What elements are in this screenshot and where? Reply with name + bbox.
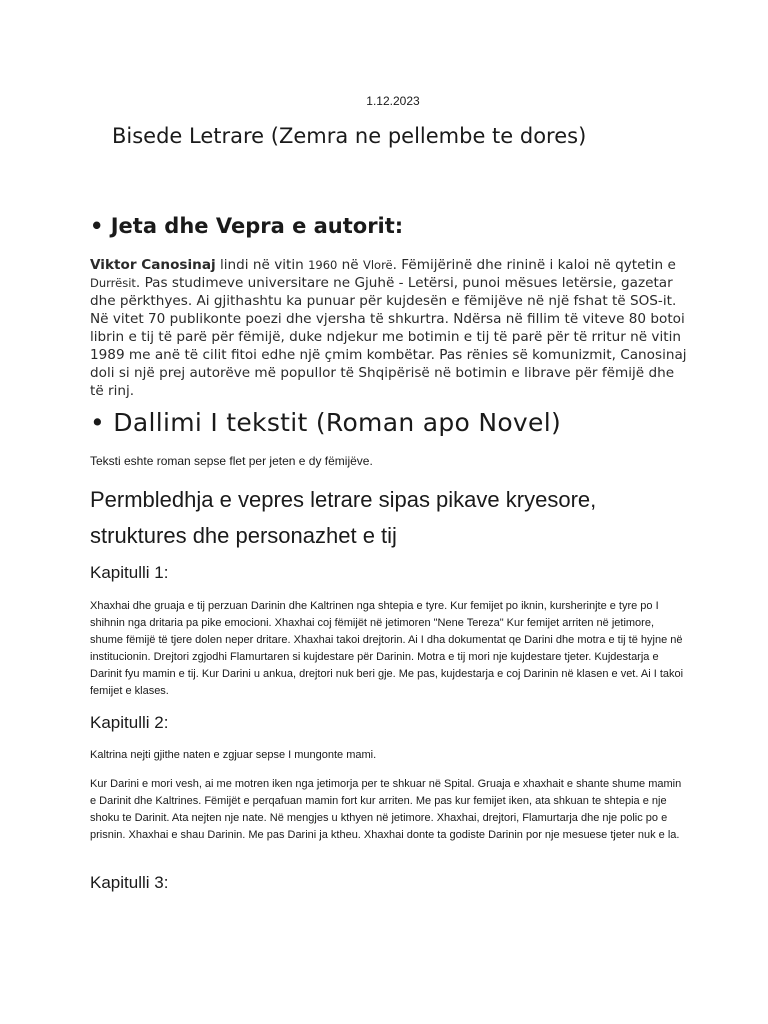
chapter-paragraph: Kaltrina nejti gjithe naten e zgjuar sepse I mungonte mami. <box>90 749 377 761</box>
bio-text: . Fëmijërinë dhe rininë i kaloi në qytetin e <box>392 257 676 273</box>
chapter-paragraph: Kur Darini e mori vesh, ai me motren iken nga jetimorja per te shkuar në Spital. Gruaja e xhaxhait e shante shume mamin e Darinit dhe Kaltrines. Fëmijët e perqafuan mamin fort kur arriten. Me pas kur femijet iken, ata shkuan te shtepia e nje shoku te Darinit. Ata nejten nje nate. Në mengjes u kthyen në jetimore. Xhaxhai, drejtori, Flamurtarja dhe nje polic po e prisnin. Xhaxhai e shau Darinin. Me pas Darini ja ktheu. Xhaxhai donte ta godiste Darinin por nje mesuese tjeter nuk e la. <box>90 778 682 841</box>
bio-text: në <box>337 257 363 273</box>
bio-text: . Pas studimeve universitare ne Gjuhë - Letërsi, punoi mësues letërsie, gazetar dhe përkthyes. Ai gjithashtu ka punuar për kujdesën e fëmijëve në një fshat të SOS-it. Në vitet 70 publikonte poezi dhe vjersha të shkurtra. Ndërsa në fillim të viteve 80 botoi librin e tij të parë për fëmijë, duke ndjekur me botimin e tij të parë për të rritur në vitin 1989 me anë të cilit fitoi edhe një çmim kombëtar. Pas rënies së komunizmit, Canosinaj doli si një prej autorëve më popullor të Shqipërisë në botimin e librave për fëmijë dhe të rinj. <box>90 275 687 399</box>
birth-year: 1960 <box>308 258 338 272</box>
text-type-answer: Teksti eshte roman sepse flet per jeten e dy fëmijëve. <box>90 454 373 468</box>
section-heading-text-type: • Dallimi I tekstit (Roman apo Novel) <box>90 408 562 437</box>
city-name: Durrësit <box>90 276 136 290</box>
document-title: Bisede Letrare (Zemra ne pellembe te dores) <box>112 124 587 148</box>
author-biography <box>90 256 690 400</box>
author-name: Viktor Canosinaj <box>90 257 216 273</box>
chapter-heading: Kapitulli 1: <box>90 563 169 582</box>
chapter-heading: Kapitulli 2: <box>90 713 169 732</box>
chapter-heading: Kapitulli 3: <box>90 873 169 892</box>
section-heading-author-life: • Jeta dhe Vepra e autorit: <box>90 214 404 238</box>
document-date: 1.12.2023 <box>366 94 420 108</box>
section-heading-summary: Permbledhja e vepres letrare sipas pikave kryesore, struktures dhe personazhet e tij <box>90 487 597 548</box>
birth-place: Vlorë <box>362 258 393 272</box>
bio-text: lindi në vitin <box>215 257 309 273</box>
chapter-paragraph: Xhaxhai dhe gruaja e tij perzuan Darinin dhe Kaltrinen nga shtepia e tyre. Kur femijet po iknin, kursherinjte e tyre po I shihnin nga dritaria pa pike emocioni. Xhaxhai coj fëmijët në jetimoren "Nene Tereza" Kur femijet arriten në jetimore, shume fëmijë të tjere dolen neper dritare. Xhaxhai takoi drejtorin. Ai I dha dokumentat qe Darini dhe motra e tij të hyjne në institucionin. Drejtori zgjodhi Flamurtaren si kujdestare për Darinin. Motra e tij mori nje kujdestare tjeter. Kujdestarja e Darinit fyu mamin e tij. Kur Darini u ankua, drejtori nuk beri gje. Me pas, kujdestarja e coj Darinin në klasen e vet. Ai I takoi femijet e klases. <box>90 600 684 697</box>
